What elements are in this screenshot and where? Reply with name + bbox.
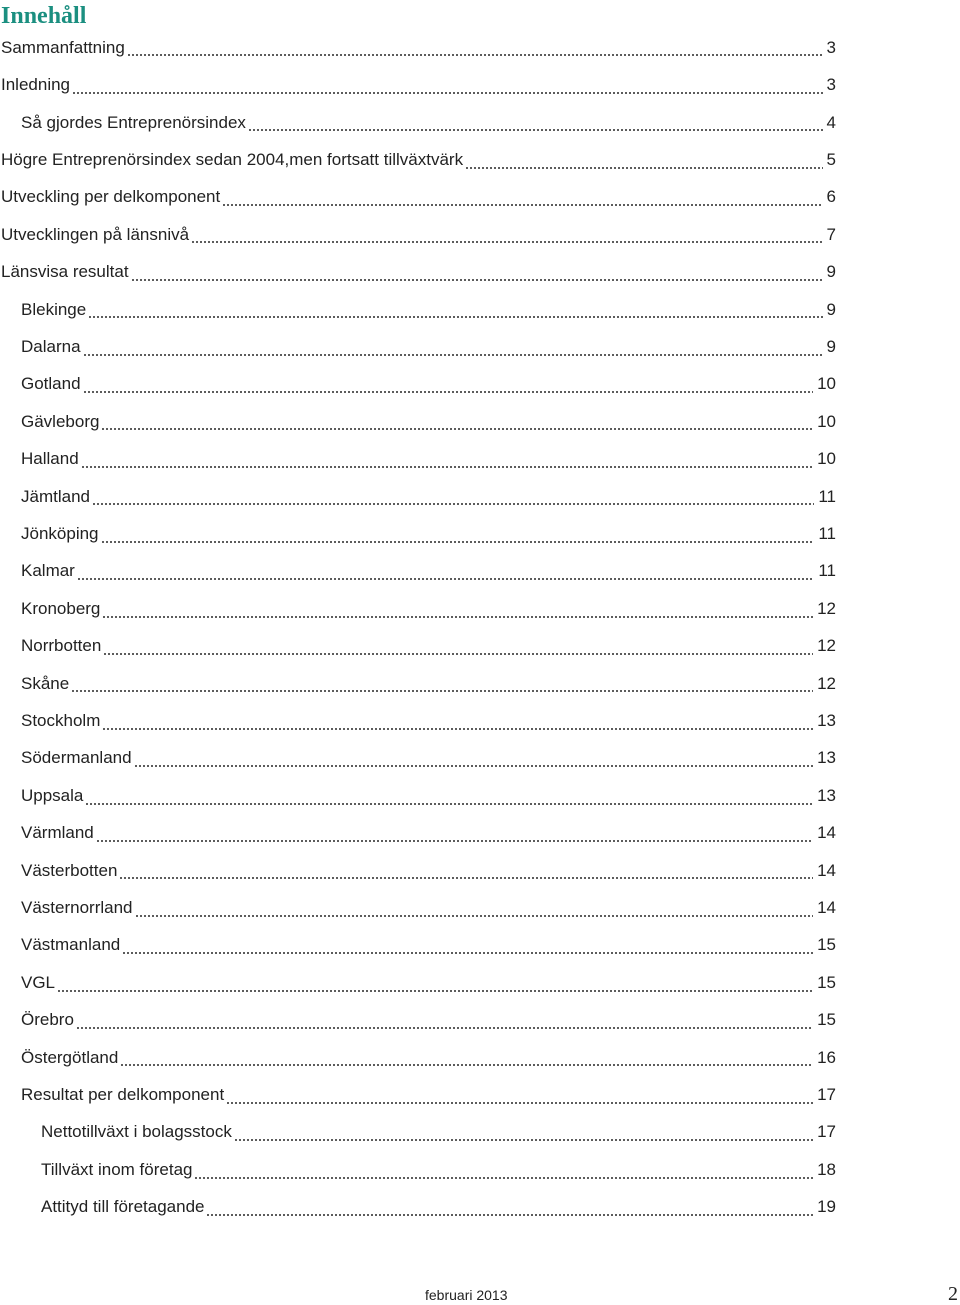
- toc-entry-title: Gävleborg: [21, 411, 100, 431]
- dot-leader: [101, 419, 813, 431]
- toc-entry-page: 3: [826, 37, 836, 57]
- toc-entry-page: 3: [826, 75, 836, 95]
- toc-entry-page: 11: [818, 523, 836, 543]
- toc-entry[interactable]: [0, 889, 836, 926]
- toc-entry-page: 12: [817, 673, 836, 693]
- toc-entry-page: 16: [817, 1047, 836, 1067]
- toc-entry-title: Blekinge: [21, 299, 87, 319]
- dot-leader: [96, 831, 813, 843]
- toc-entry-page: 14: [817, 823, 836, 843]
- toc-entry-page: 19: [817, 1197, 836, 1217]
- toc-entry-page: 12: [817, 598, 836, 618]
- toc-entry-title: Tillväxt inom företag: [41, 1159, 193, 1179]
- toc-entry-title: Värmland: [21, 823, 94, 843]
- toc-entry-page: 5: [826, 149, 836, 169]
- dot-leader: [85, 794, 813, 806]
- toc-heading: Innehåll: [1, 3, 87, 29]
- toc-entry[interactable]: [0, 291, 836, 328]
- toc-entry[interactable]: [0, 253, 836, 290]
- dot-leader: [76, 1018, 813, 1030]
- toc-entry-page: 17: [817, 1122, 836, 1142]
- toc-entry-title: Länsvisa resultat: [1, 262, 129, 282]
- toc-entry-page: 13: [817, 785, 836, 805]
- dot-leader: [131, 270, 823, 282]
- dot-leader: [127, 45, 823, 57]
- toc-entry[interactable]: [0, 1076, 836, 1113]
- toc-entry-title: VGL: [21, 972, 56, 992]
- dot-leader: [102, 607, 813, 619]
- dot-leader: [248, 120, 823, 132]
- toc-entry-title: Resultat per delkomponent: [21, 1085, 225, 1105]
- toc-entry[interactable]: [0, 104, 836, 141]
- toc-entry-page: 13: [817, 711, 836, 731]
- toc-entry-page: 17: [817, 1085, 836, 1105]
- toc-entry[interactable]: [0, 216, 836, 253]
- toc-entry[interactable]: [0, 665, 836, 702]
- toc-list: [0, 29, 836, 1226]
- dot-leader: [135, 906, 814, 918]
- toc-entry-page: 10: [817, 374, 836, 394]
- toc-entry[interactable]: [0, 553, 836, 590]
- toc-entry-title: Uppsala: [21, 785, 84, 805]
- toc-entry[interactable]: [0, 852, 836, 889]
- dot-leader: [191, 232, 822, 244]
- dot-leader: [119, 868, 813, 880]
- toc-entry[interactable]: [0, 964, 836, 1001]
- dot-leader: [88, 307, 822, 319]
- dot-leader: [122, 943, 813, 955]
- dot-leader: [83, 345, 823, 357]
- toc-entry-title: Västmanland: [21, 935, 121, 955]
- footer-date: februari 2013: [425, 1287, 508, 1303]
- toc-entry-title: Dalarna: [21, 336, 81, 356]
- dot-leader: [83, 382, 814, 394]
- toc-entry[interactable]: [0, 478, 836, 515]
- toc-entry-title: Kronoberg: [21, 598, 101, 618]
- dot-leader: [465, 158, 822, 170]
- toc-entry-title: Kalmar: [21, 561, 75, 581]
- toc-entry-page: 4: [826, 112, 836, 132]
- toc-entry-title: Nettotillväxt i bolagsstock: [41, 1122, 232, 1142]
- toc-entry[interactable]: [0, 1151, 836, 1188]
- toc-entry-title: Högre Entreprenörsindex sedan 2004,men fortsatt tillväxtvärk: [1, 149, 464, 169]
- toc-entry[interactable]: [0, 515, 836, 552]
- toc-entry-page: 11: [818, 561, 836, 581]
- toc-entry-page: 7: [826, 224, 836, 244]
- toc-entry[interactable]: [0, 628, 836, 665]
- toc-entry-page: 9: [826, 336, 836, 356]
- dot-leader: [71, 681, 813, 693]
- toc-entry-title: Utvecklingen på länsnivå: [1, 224, 190, 244]
- dot-leader: [102, 719, 813, 731]
- toc-entry-title: Så gjordes Entreprenörsindex: [21, 112, 246, 132]
- toc-entry-page: 13: [817, 748, 836, 768]
- toc-entry[interactable]: [0, 777, 836, 814]
- toc-entry[interactable]: [0, 403, 836, 440]
- toc-entry-title: Halland: [21, 449, 79, 469]
- dot-leader: [81, 457, 813, 469]
- dot-leader: [77, 569, 814, 581]
- toc-entry-page: 9: [826, 262, 836, 282]
- toc-entry-title: Gotland: [21, 374, 81, 394]
- toc-entry[interactable]: [0, 1114, 836, 1151]
- toc-entry-page: 10: [817, 411, 836, 431]
- dot-leader: [222, 195, 822, 207]
- dot-leader: [101, 532, 815, 544]
- toc-entry-page: 18: [817, 1159, 836, 1179]
- toc-entry-title: Södermanland: [21, 748, 132, 768]
- toc-entry-title: Attityd till företagande: [41, 1197, 205, 1217]
- toc-entry-title: Örebro: [21, 1010, 74, 1030]
- toc-entry-page: 14: [817, 898, 836, 918]
- toc-entry[interactable]: [0, 1002, 836, 1039]
- dot-leader: [72, 83, 823, 95]
- dot-leader: [194, 1168, 813, 1180]
- dot-leader: [206, 1205, 813, 1217]
- toc-entry[interactable]: [0, 66, 836, 103]
- toc-entry-page: 12: [817, 636, 836, 656]
- dot-leader: [103, 644, 813, 656]
- toc-entry-title: Jönköping: [21, 523, 99, 543]
- toc-entry-page: 15: [817, 972, 836, 992]
- toc-entry[interactable]: [0, 366, 836, 403]
- dot-leader: [92, 494, 814, 506]
- toc-entry-title: Utveckling per delkomponent: [1, 187, 221, 207]
- toc-entry-page: 15: [817, 935, 836, 955]
- dot-leader: [134, 756, 814, 768]
- toc-entry-page: 15: [817, 1010, 836, 1030]
- toc-entry[interactable]: [0, 141, 836, 178]
- toc-entry[interactable]: [0, 927, 836, 964]
- toc-entry[interactable]: [0, 740, 836, 777]
- toc-entry[interactable]: [0, 702, 836, 739]
- dot-leader: [234, 1130, 813, 1142]
- toc-entry-title: Sammanfattning: [1, 37, 125, 57]
- toc-entry[interactable]: [0, 179, 836, 216]
- toc-entry[interactable]: [0, 590, 836, 627]
- toc-entry-title: Västerbotten: [21, 860, 118, 880]
- toc-entry[interactable]: [0, 1189, 836, 1226]
- toc-entry-title: Västernorrland: [21, 898, 133, 918]
- toc-entry[interactable]: [0, 1039, 836, 1076]
- toc-entry-title: Norrbotten: [21, 636, 102, 656]
- toc-entry[interactable]: [0, 440, 836, 477]
- toc-entry-title: Jämtland: [21, 486, 90, 506]
- toc-entry[interactable]: [0, 815, 836, 852]
- footer-page-number: 2: [948, 1283, 958, 1305]
- toc-entry-title: Stockholm: [21, 711, 101, 731]
- toc-entry-page: 9: [826, 299, 836, 319]
- toc-entry-title: Skåne: [21, 673, 70, 693]
- toc-entry[interactable]: [0, 328, 836, 365]
- toc-entry[interactable]: [0, 29, 836, 66]
- toc-entry-page: 14: [817, 860, 836, 880]
- dot-leader: [120, 1055, 813, 1067]
- toc-entry-title: Inledning: [1, 75, 71, 95]
- toc-entry-page: 11: [818, 486, 836, 506]
- dot-leader: [226, 1093, 813, 1105]
- toc-entry-page: 6: [826, 187, 836, 207]
- toc-entry-title: Östergötland: [21, 1047, 119, 1067]
- toc-entry-page: 10: [817, 449, 836, 469]
- dot-leader: [57, 981, 813, 993]
